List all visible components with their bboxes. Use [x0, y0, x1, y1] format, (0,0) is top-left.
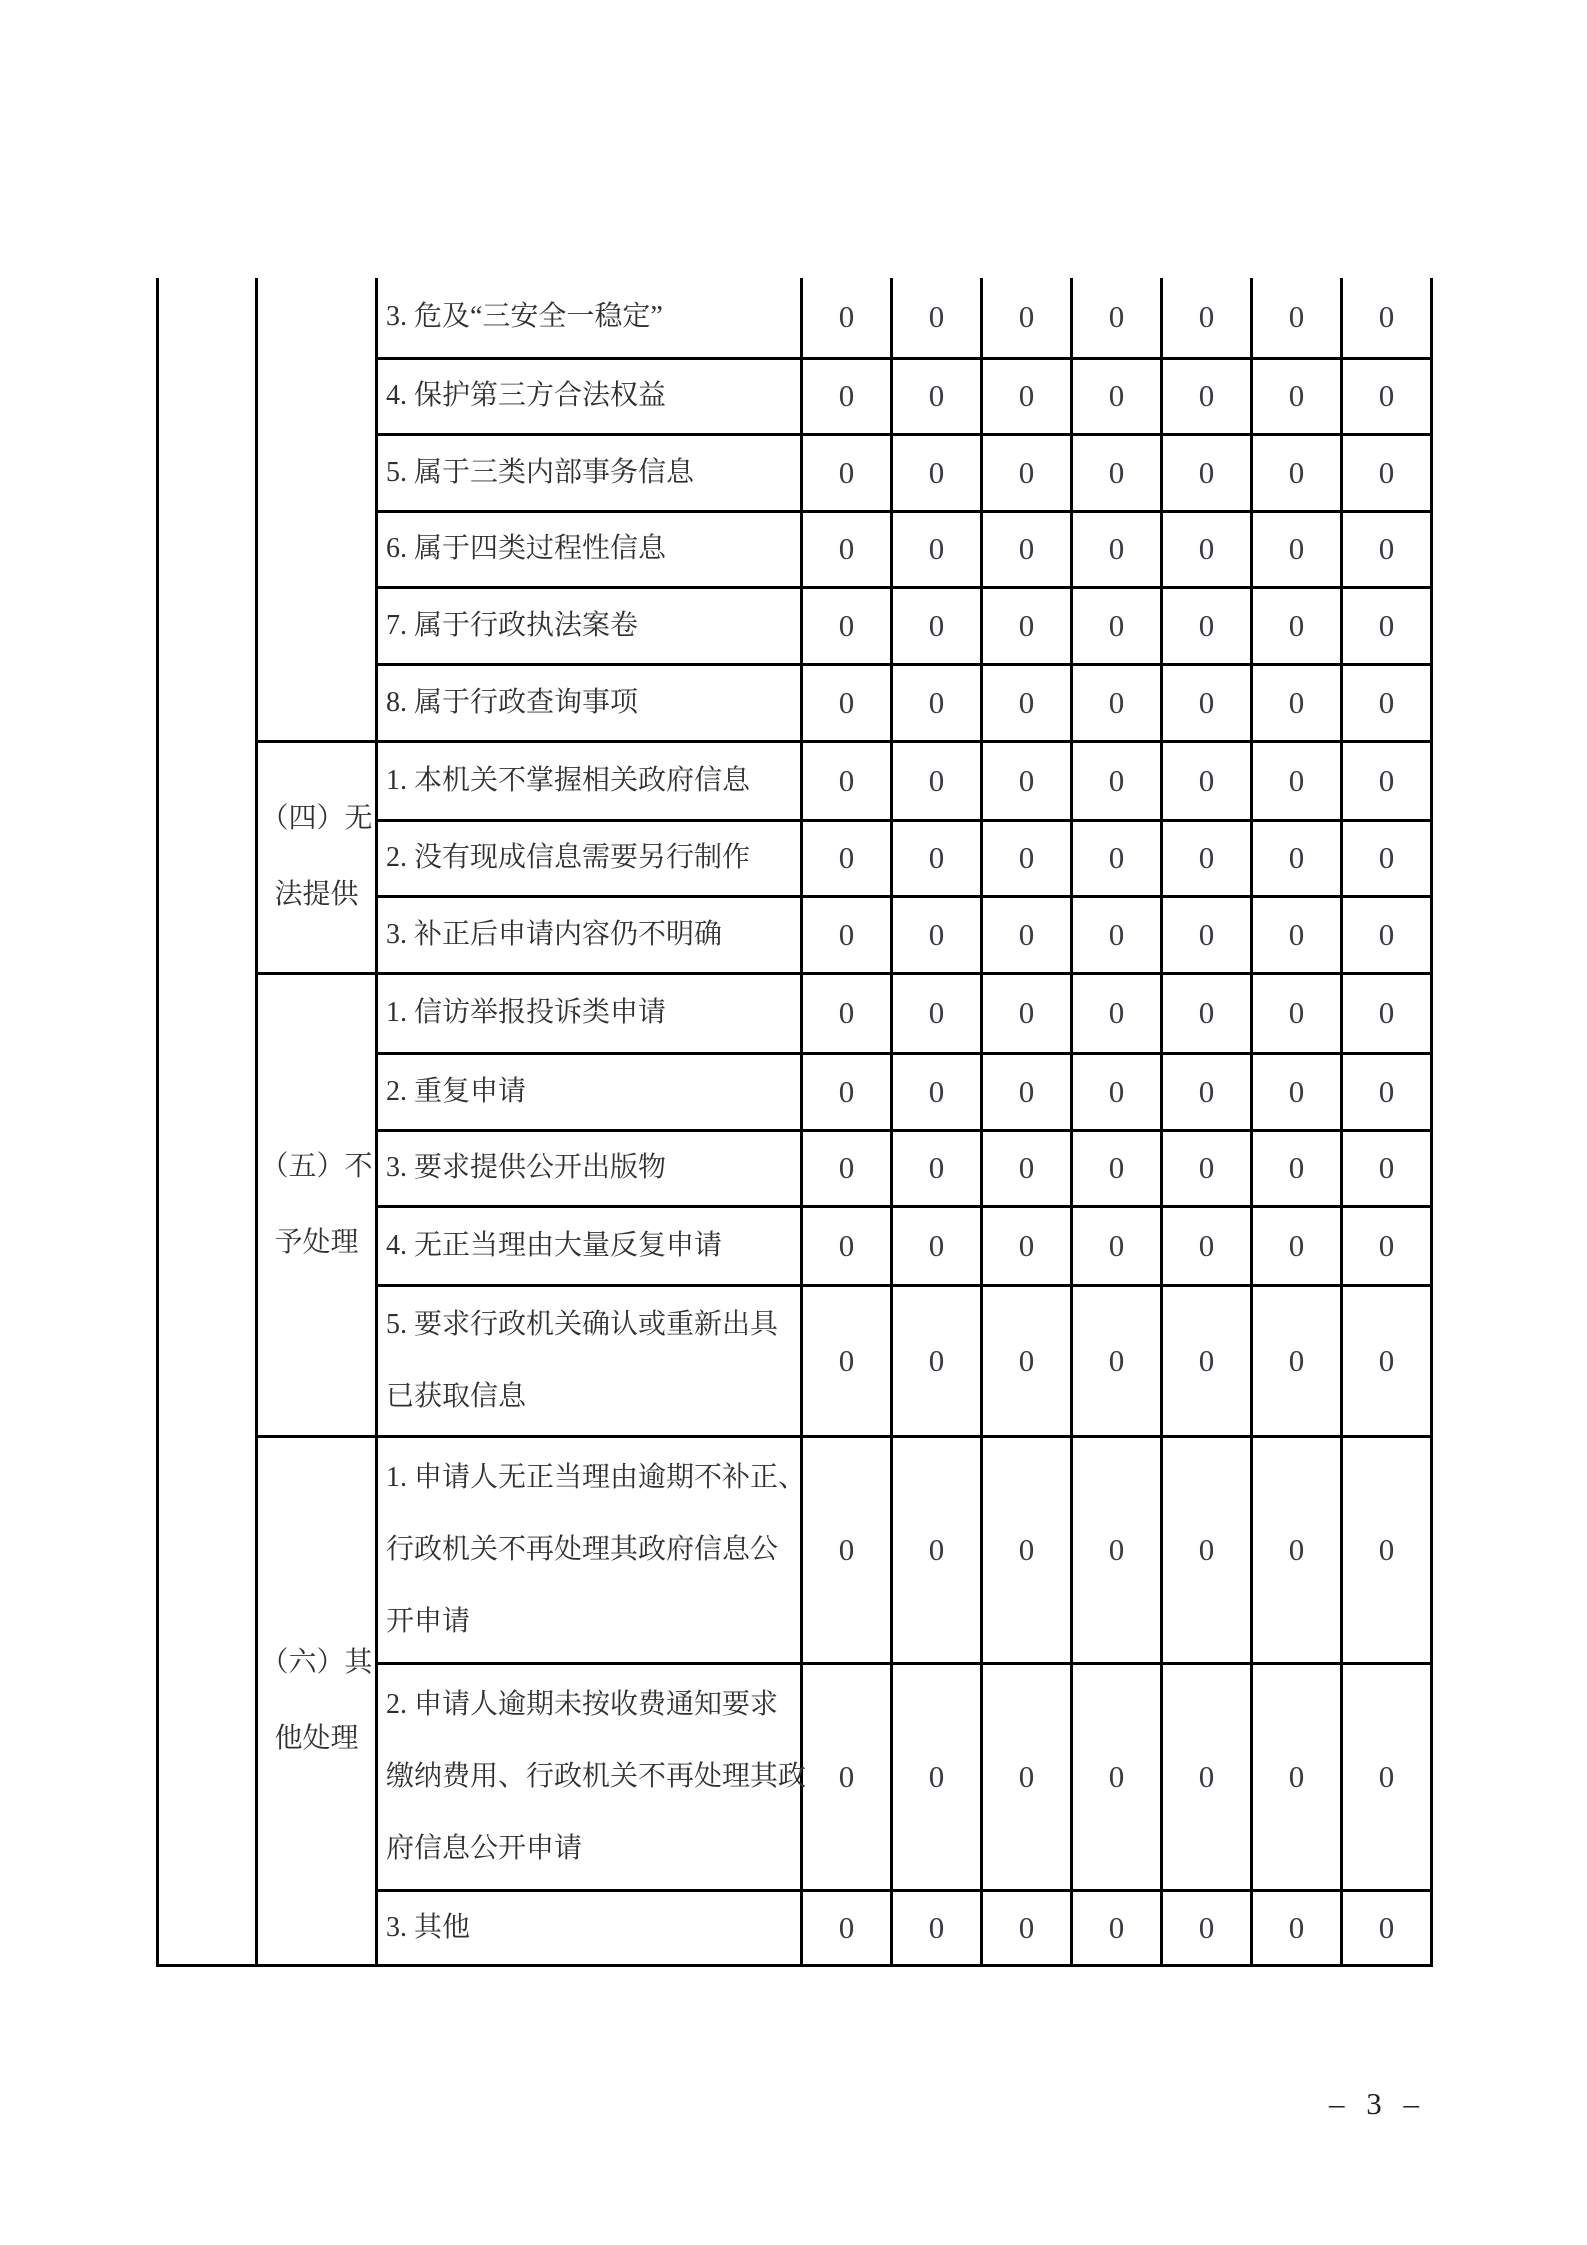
- value-cell: 0: [982, 1436, 1072, 1663]
- category-label-line: （六）其: [260, 1646, 373, 1678]
- row-label-cell: [377, 1053, 802, 1130]
- row-label-line: 1. 申请人无正当理由逾期不补正、: [386, 1461, 807, 1493]
- value-cell: 0: [802, 358, 892, 434]
- value-cell: 0: [892, 664, 982, 741]
- value-cell: 0: [892, 1285, 982, 1436]
- value-cell: 0: [1342, 741, 1432, 820]
- value-cell: 0: [1342, 511, 1432, 587]
- value-cell: 0: [1252, 1436, 1342, 1663]
- value-cell: 0: [1252, 587, 1342, 664]
- value-cell: 0: [802, 1436, 892, 1663]
- row-label-line: 2. 申请人逾期未按收费通知要求: [386, 1688, 779, 1720]
- value-cell: 0: [1162, 1130, 1252, 1206]
- value-cell: 0: [1342, 973, 1432, 1053]
- value-cell: 0: [802, 1206, 892, 1285]
- value-cell: 0: [1252, 664, 1342, 741]
- row-label-cell: [377, 664, 802, 741]
- value-cell: 0: [802, 1130, 892, 1206]
- value-cell: 0: [892, 1206, 982, 1285]
- value-cell: 0: [982, 511, 1072, 587]
- row-label-cell: [377, 1130, 802, 1206]
- row-label-line: 5. 属于三类内部事务信息: [386, 456, 695, 488]
- value-cell: 0: [802, 1053, 892, 1130]
- value-cell: 0: [982, 434, 1072, 511]
- value-cell: 0: [1072, 587, 1162, 664]
- category-cell-unable-to-provide: [257, 741, 377, 973]
- value-cell: 0: [1252, 278, 1342, 358]
- row-label-cell: [377, 896, 802, 973]
- category-label-line: 法提供: [274, 879, 359, 910]
- value-cell: 0: [1342, 896, 1432, 973]
- value-cell: 0: [1342, 1663, 1432, 1890]
- value-cell: 0: [892, 1436, 982, 1663]
- row-label-cell: [377, 358, 802, 434]
- value-cell: 0: [1162, 1436, 1252, 1663]
- value-cell: 0: [1072, 896, 1162, 973]
- value-cell: 0: [1162, 434, 1252, 511]
- value-cell: 0: [1342, 358, 1432, 434]
- value-cell: 0: [892, 358, 982, 434]
- row-label-line: 4. 保护第三方合法权益: [386, 380, 667, 411]
- value-cell: 0: [1072, 820, 1162, 896]
- category-label-line: （四）无: [260, 803, 373, 834]
- row-label-line: 8. 属于行政查询事项: [386, 686, 639, 718]
- value-cell: 0: [1342, 587, 1432, 664]
- value-cell: 0: [982, 664, 1072, 741]
- row-label-cell: [377, 434, 802, 511]
- value-cell: 0: [802, 1890, 892, 1965]
- value-cell: 0: [982, 1285, 1072, 1436]
- value-cell: 0: [802, 896, 892, 973]
- value-cell: 0: [1342, 820, 1432, 896]
- value-cell: 0: [802, 511, 892, 587]
- value-cell: 0: [1072, 1130, 1162, 1206]
- value-cell: 0: [892, 278, 982, 358]
- value-cell: 0: [1162, 1053, 1252, 1130]
- value-cell: 0: [1072, 973, 1162, 1053]
- value-cell: 0: [982, 1890, 1072, 1965]
- value-cell: 0: [1072, 1206, 1162, 1285]
- row-label-line: 3. 补正后申请内容仍不明确: [386, 918, 723, 950]
- category-cell-not-processed: [257, 973, 377, 1436]
- row-label-line: 1. 信访举报投诉类申请: [386, 997, 667, 1028]
- value-cell: 0: [802, 741, 892, 820]
- value-cell: 0: [982, 1130, 1072, 1206]
- row-label-line: 6. 属于四类过程性信息: [386, 533, 667, 564]
- row-label-line: 3. 要求提供公开出版物: [386, 1152, 667, 1183]
- category-cell-continued-from-previous-page: [257, 278, 377, 741]
- value-cell: 0: [892, 741, 982, 820]
- value-cell: 0: [1072, 1890, 1162, 1965]
- value-cell: 0: [1162, 511, 1252, 587]
- value-cell: 0: [892, 973, 982, 1053]
- category-label-line: 予处理: [274, 1226, 359, 1258]
- value-cell: 0: [1252, 1890, 1342, 1965]
- row-label-line: 缴纳费用、行政机关不再处理其政: [386, 1760, 807, 1792]
- value-cell: 0: [892, 896, 982, 973]
- row-label-cell: [377, 1285, 802, 1436]
- value-cell: 0: [1252, 741, 1342, 820]
- value-cell: 0: [982, 358, 1072, 434]
- row-label-line: 已获取信息: [386, 1380, 527, 1412]
- row-label-line: 3. 其他: [386, 1911, 471, 1943]
- value-cell: 0: [1072, 741, 1162, 820]
- value-cell: 0: [892, 511, 982, 587]
- row-label-cell: [377, 1890, 802, 1965]
- value-cell: 0: [982, 1206, 1072, 1285]
- value-cell: 0: [1252, 973, 1342, 1053]
- row-label-line: 5. 要求行政机关确认或重新出具: [386, 1308, 779, 1340]
- value-cell: 0: [1072, 511, 1162, 587]
- value-cell: 0: [1162, 358, 1252, 434]
- value-cell: 0: [1162, 587, 1252, 664]
- value-cell: 0: [982, 973, 1072, 1053]
- row-label-line: 行政机关不再处理其政府信息公: [386, 1533, 779, 1565]
- value-cell: 0: [802, 973, 892, 1053]
- value-cell: 0: [892, 434, 982, 511]
- value-cell: 0: [892, 587, 982, 664]
- row-label-line: 7. 属于行政执法案卷: [386, 609, 639, 641]
- value-cell: 0: [1162, 820, 1252, 896]
- value-cell: 0: [1162, 1890, 1252, 1965]
- row-label-cell: [377, 973, 802, 1053]
- value-cell: 0: [892, 1663, 982, 1890]
- value-cell: 0: [1342, 1053, 1432, 1130]
- value-cell: 0: [1162, 664, 1252, 741]
- value-cell: 0: [1342, 1436, 1432, 1663]
- left-continuation-cell: [158, 278, 257, 1965]
- category-label-line: （五）不: [260, 1150, 373, 1182]
- value-cell: 0: [802, 587, 892, 664]
- value-cell: 0: [982, 1663, 1072, 1890]
- row-label-cell: [377, 1663, 807, 1890]
- value-cell: 0: [982, 278, 1072, 358]
- value-cell: 0: [1072, 664, 1162, 741]
- row-label-line: 2. 没有现成信息需要另行制作: [386, 842, 751, 873]
- value-cell: 0: [892, 820, 982, 896]
- value-cell: 0: [1252, 1130, 1342, 1206]
- value-cell: 0: [1162, 973, 1252, 1053]
- value-cell: 0: [1252, 1206, 1342, 1285]
- value-cell: 0: [1162, 1206, 1252, 1285]
- value-cell: 0: [982, 820, 1072, 896]
- row-label-cell: [377, 587, 802, 664]
- category-cell-other-handling: [257, 1436, 377, 1965]
- row-label-line: 开申请: [386, 1605, 471, 1637]
- value-cell: 0: [1072, 434, 1162, 511]
- value-cell: 0: [1342, 278, 1432, 358]
- value-cell: 0: [1162, 1663, 1252, 1890]
- value-cell: 0: [1252, 1663, 1342, 1890]
- row-label-line: 府信息公开申请: [386, 1832, 583, 1864]
- value-cell: 0: [1162, 278, 1252, 358]
- value-cell: 0: [892, 1130, 982, 1206]
- value-cell: 0: [1252, 511, 1342, 587]
- value-cell: 0: [1342, 1285, 1432, 1436]
- row-label-line: 3. 危及“三安全一稳定”: [386, 301, 663, 333]
- value-cell: 0: [1342, 1206, 1432, 1285]
- page-number: – 3 –: [1329, 2086, 1421, 2121]
- row-label-cell: [377, 820, 802, 896]
- value-cell: 0: [892, 1890, 982, 1965]
- row-label-cell: [377, 741, 802, 820]
- value-cell: 0: [1162, 896, 1252, 973]
- value-cell: 0: [802, 1663, 892, 1890]
- row-label-line: 4. 无正当理由大量反复申请: [386, 1229, 723, 1261]
- value-cell: 0: [1162, 1285, 1252, 1436]
- value-cell: 0: [1252, 1285, 1342, 1436]
- value-cell: 0: [802, 434, 892, 511]
- category-label-line: 他处理: [274, 1722, 359, 1754]
- row-label-line: 2. 重复申请: [386, 1075, 527, 1107]
- value-cell: 0: [1162, 741, 1252, 820]
- value-cell: 0: [1342, 1130, 1432, 1206]
- value-cell: 0: [1072, 1285, 1162, 1436]
- value-cell: 0: [1072, 1436, 1162, 1663]
- value-cell: 0: [892, 1053, 982, 1130]
- value-cell: 0: [1252, 434, 1342, 511]
- row-label-cell: [377, 1206, 802, 1285]
- value-cell: 0: [802, 664, 892, 741]
- value-cell: 0: [1072, 358, 1162, 434]
- row-label-cell: [377, 278, 802, 358]
- row-label-cell: [377, 1436, 807, 1663]
- value-cell: 0: [802, 1285, 892, 1436]
- value-cell: 0: [1252, 1053, 1342, 1130]
- value-cell: 0: [802, 278, 892, 358]
- value-cell: 0: [1072, 1053, 1162, 1130]
- value-cell: 0: [1252, 896, 1342, 973]
- row-label-cell: [377, 511, 802, 587]
- value-cell: 0: [802, 820, 892, 896]
- value-cell: 0: [982, 1053, 1072, 1130]
- value-cell: 0: [1342, 664, 1432, 741]
- row-label-line: 1. 本机关不掌握相关政府信息: [386, 764, 751, 796]
- value-cell: 0: [982, 896, 1072, 973]
- value-cell: 0: [982, 587, 1072, 664]
- value-cell: 0: [1252, 358, 1342, 434]
- value-cell: 0: [1072, 1663, 1162, 1890]
- value-cell: 0: [1252, 820, 1342, 896]
- value-cell: 0: [1342, 434, 1432, 511]
- value-cell: 0: [1072, 278, 1162, 358]
- value-cell: 0: [1342, 1890, 1432, 1965]
- info-disclosure-table: [156, 278, 1433, 1967]
- value-cell: 0: [982, 741, 1072, 820]
